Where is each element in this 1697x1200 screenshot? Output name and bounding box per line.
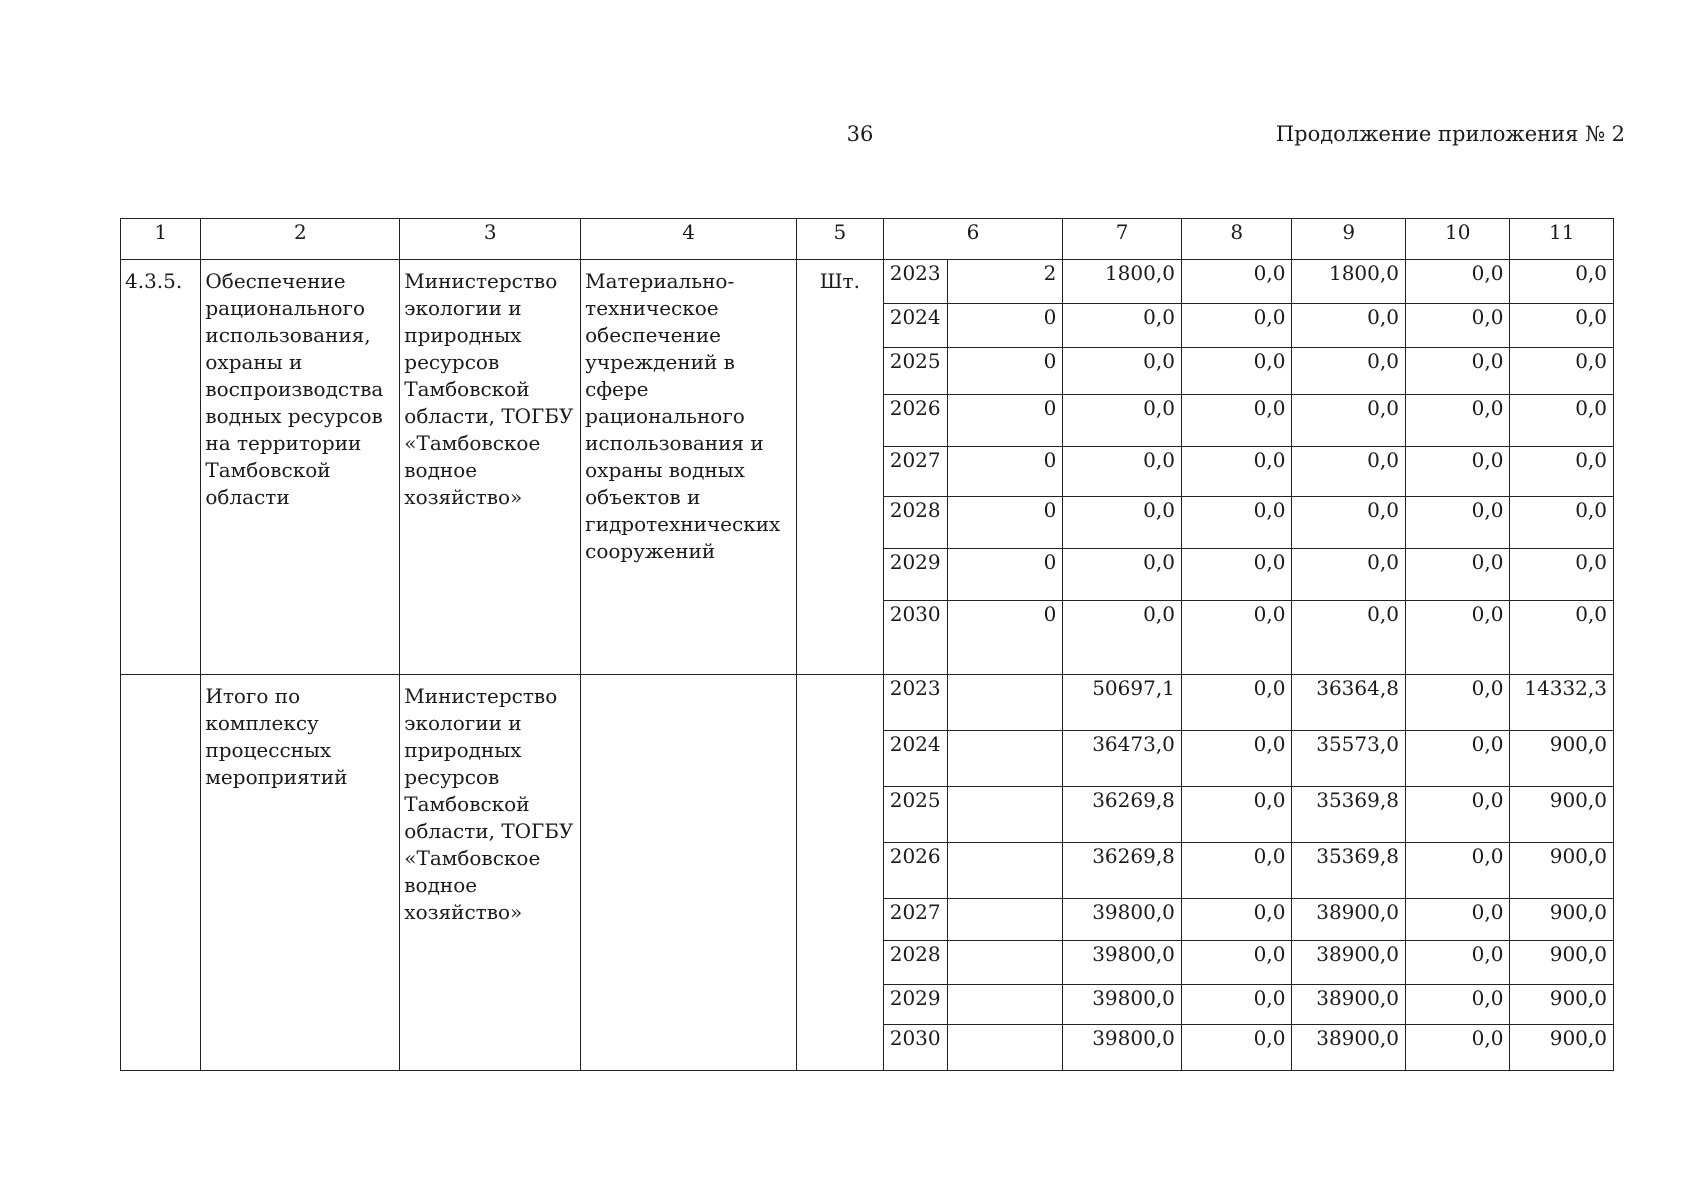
col9-cell: 38900,0 bbox=[1292, 1025, 1406, 1071]
col10-cell: 0,0 bbox=[1405, 260, 1509, 304]
quantity-cell bbox=[947, 1025, 1063, 1071]
col10-cell: 0,0 bbox=[1405, 549, 1509, 601]
col10-cell: 0,0 bbox=[1405, 348, 1509, 395]
col8-cell: 0,0 bbox=[1181, 304, 1292, 348]
column-header-row bbox=[121, 219, 1614, 260]
col9-cell: 0,0 bbox=[1292, 601, 1406, 675]
table-row bbox=[121, 675, 1614, 731]
col10-cell: 0,0 bbox=[1405, 447, 1509, 497]
quantity-cell: 0 bbox=[947, 497, 1063, 549]
col11-cell: 0,0 bbox=[1510, 395, 1614, 447]
col10-cell: 0,0 bbox=[1405, 787, 1509, 843]
quantity-cell: 0 bbox=[947, 348, 1063, 395]
col7-cell: 39800,0 bbox=[1063, 985, 1182, 1025]
year-cell: 2028 bbox=[883, 941, 947, 985]
col11-cell: 0,0 bbox=[1510, 348, 1614, 395]
budget-table bbox=[120, 218, 1614, 1071]
col8-cell: 0,0 bbox=[1181, 497, 1292, 549]
col9-cell: 38900,0 bbox=[1292, 899, 1406, 941]
col8-cell: 0,0 bbox=[1181, 985, 1292, 1025]
quantity-cell bbox=[947, 899, 1063, 941]
col9-cell: 36364,8 bbox=[1292, 675, 1406, 731]
col9-cell: 0,0 bbox=[1292, 348, 1406, 395]
col7-cell: 36473,0 bbox=[1063, 731, 1182, 787]
col7-cell: 1800,0 bbox=[1063, 260, 1182, 304]
col10-cell: 0,0 bbox=[1405, 731, 1509, 787]
col10-cell: 0,0 bbox=[1405, 497, 1509, 549]
item-result: Материально-техническое обеспечение учреждений в сфере рационального использования и охраны водных объектов и гидротехнических сооружений bbox=[581, 260, 797, 675]
year-cell: 2030 bbox=[883, 601, 947, 675]
year-cell: 2023 bbox=[883, 260, 947, 304]
col8-cell: 0,0 bbox=[1181, 899, 1292, 941]
col7-cell: 39800,0 bbox=[1063, 899, 1182, 941]
column-header-4: 4 bbox=[581, 219, 797, 260]
col7-cell: 36269,8 bbox=[1063, 787, 1182, 843]
col8-cell: 0,0 bbox=[1181, 787, 1292, 843]
year-cell: 2030 bbox=[883, 1025, 947, 1071]
col8-cell: 0,0 bbox=[1181, 941, 1292, 985]
col10-cell: 0,0 bbox=[1405, 941, 1509, 985]
year-cell: 2024 bbox=[883, 304, 947, 348]
column-header-1: 1 bbox=[121, 219, 201, 260]
col9-cell: 0,0 bbox=[1292, 395, 1406, 447]
col11-cell: 900,0 bbox=[1510, 787, 1614, 843]
col8-cell: 0,0 bbox=[1181, 260, 1292, 304]
col7-cell: 0,0 bbox=[1063, 348, 1182, 395]
col11-cell: 0,0 bbox=[1510, 447, 1614, 497]
col8-cell: 0,0 bbox=[1181, 843, 1292, 899]
col11-cell: 900,0 bbox=[1510, 731, 1614, 787]
year-cell: 2027 bbox=[883, 447, 947, 497]
total-responsible: Министерство экологии и природных ресурсов Тамбовской области, ТОГБУ «Тамбовское водное хозяйство» bbox=[400, 675, 581, 1071]
col10-cell: 0,0 bbox=[1405, 304, 1509, 348]
col11-cell: 900,0 bbox=[1510, 941, 1614, 985]
col8-cell: 0,0 bbox=[1181, 1025, 1292, 1071]
quantity-cell: 2 bbox=[947, 260, 1063, 304]
total-id-cell bbox=[121, 675, 201, 1071]
col7-cell: 0,0 bbox=[1063, 549, 1182, 601]
column-header-6: 6 bbox=[883, 219, 1063, 260]
column-header-2: 2 bbox=[201, 219, 400, 260]
col10-cell: 0,0 bbox=[1405, 985, 1509, 1025]
col7-cell: 0,0 bbox=[1063, 497, 1182, 549]
col7-cell: 0,0 bbox=[1063, 395, 1182, 447]
quantity-cell: 0 bbox=[947, 601, 1063, 675]
col8-cell: 0,0 bbox=[1181, 395, 1292, 447]
col10-cell: 0,0 bbox=[1405, 395, 1509, 447]
year-cell: 2026 bbox=[883, 843, 947, 899]
col7-cell: 39800,0 bbox=[1063, 941, 1182, 985]
col8-cell: 0,0 bbox=[1181, 447, 1292, 497]
col10-cell: 0,0 bbox=[1405, 843, 1509, 899]
quantity-cell bbox=[947, 787, 1063, 843]
column-header-9: 9 bbox=[1292, 219, 1406, 260]
col9-cell: 0,0 bbox=[1292, 497, 1406, 549]
item-name: Обеспечение рационального использования, охраны и воспроизводства водных ресурсов на территории Тамбовской области bbox=[201, 260, 400, 675]
col8-cell: 0,0 bbox=[1181, 731, 1292, 787]
col10-cell: 0,0 bbox=[1405, 1025, 1509, 1071]
column-header-5: 5 bbox=[797, 219, 883, 260]
col9-cell: 38900,0 bbox=[1292, 941, 1406, 985]
appendix-continuation-note: Продолжение приложения № 2 bbox=[1275, 122, 1625, 146]
col11-cell: 900,0 bbox=[1510, 1025, 1614, 1071]
table-row bbox=[121, 260, 1614, 304]
column-header-11: 11 bbox=[1510, 219, 1614, 260]
col7-cell: 0,0 bbox=[1063, 304, 1182, 348]
col7-cell: 0,0 bbox=[1063, 601, 1182, 675]
col9-cell: 38900,0 bbox=[1292, 985, 1406, 1025]
year-cell: 2025 bbox=[883, 348, 947, 395]
year-cell: 2025 bbox=[883, 787, 947, 843]
col11-cell: 14332,3 bbox=[1510, 675, 1614, 731]
quantity-cell bbox=[947, 731, 1063, 787]
item-unit: Шт. bbox=[797, 260, 883, 675]
col10-cell: 0,0 bbox=[1405, 899, 1509, 941]
col11-cell: 0,0 bbox=[1510, 260, 1614, 304]
col11-cell: 0,0 bbox=[1510, 497, 1614, 549]
col9-cell: 0,0 bbox=[1292, 447, 1406, 497]
column-header-3: 3 bbox=[400, 219, 581, 260]
total-result-cell bbox=[581, 675, 797, 1071]
col7-cell: 39800,0 bbox=[1063, 1025, 1182, 1071]
year-cell: 2024 bbox=[883, 731, 947, 787]
col11-cell: 900,0 bbox=[1510, 843, 1614, 899]
column-header-7: 7 bbox=[1063, 219, 1182, 260]
col9-cell: 0,0 bbox=[1292, 549, 1406, 601]
col7-cell: 36269,8 bbox=[1063, 843, 1182, 899]
quantity-cell: 0 bbox=[947, 304, 1063, 348]
total-name: Итого по комплексу процессных мероприятий bbox=[201, 675, 400, 1071]
col9-cell: 1800,0 bbox=[1292, 260, 1406, 304]
col11-cell: 900,0 bbox=[1510, 899, 1614, 941]
column-header-8: 8 bbox=[1181, 219, 1292, 260]
col10-cell: 0,0 bbox=[1405, 601, 1509, 675]
year-cell: 2026 bbox=[883, 395, 947, 447]
item-responsible: Министерство экологии и природных ресурсов Тамбовской области, ТОГБУ «Тамбовское водное хозяйство» bbox=[400, 260, 581, 675]
col8-cell: 0,0 bbox=[1181, 675, 1292, 731]
col11-cell: 0,0 bbox=[1510, 601, 1614, 675]
quantity-cell: 0 bbox=[947, 447, 1063, 497]
col11-cell: 0,0 bbox=[1510, 304, 1614, 348]
col11-cell: 0,0 bbox=[1510, 549, 1614, 601]
col8-cell: 0,0 bbox=[1181, 348, 1292, 395]
col9-cell: 35369,8 bbox=[1292, 843, 1406, 899]
quantity-cell bbox=[947, 941, 1063, 985]
item-id: 4.3.5. bbox=[121, 260, 201, 675]
quantity-cell bbox=[947, 675, 1063, 731]
total-unit-cell bbox=[797, 675, 883, 1071]
col9-cell: 0,0 bbox=[1292, 304, 1406, 348]
col10-cell: 0,0 bbox=[1405, 675, 1509, 731]
column-header-10: 10 bbox=[1405, 219, 1509, 260]
quantity-cell bbox=[947, 843, 1063, 899]
quantity-cell: 0 bbox=[947, 395, 1063, 447]
year-cell: 2023 bbox=[883, 675, 947, 731]
col7-cell: 50697,1 bbox=[1063, 675, 1182, 731]
quantity-cell bbox=[947, 985, 1063, 1025]
page-number: 36 bbox=[846, 122, 874, 146]
col8-cell: 0,0 bbox=[1181, 601, 1292, 675]
quantity-cell: 0 bbox=[947, 549, 1063, 601]
year-cell: 2029 bbox=[883, 985, 947, 1025]
year-cell: 2028 bbox=[883, 497, 947, 549]
col8-cell: 0,0 bbox=[1181, 549, 1292, 601]
col9-cell: 35369,8 bbox=[1292, 787, 1406, 843]
col7-cell: 0,0 bbox=[1063, 447, 1182, 497]
year-cell: 2027 bbox=[883, 899, 947, 941]
col11-cell: 900,0 bbox=[1510, 985, 1614, 1025]
year-cell: 2029 bbox=[883, 549, 947, 601]
col9-cell: 35573,0 bbox=[1292, 731, 1406, 787]
